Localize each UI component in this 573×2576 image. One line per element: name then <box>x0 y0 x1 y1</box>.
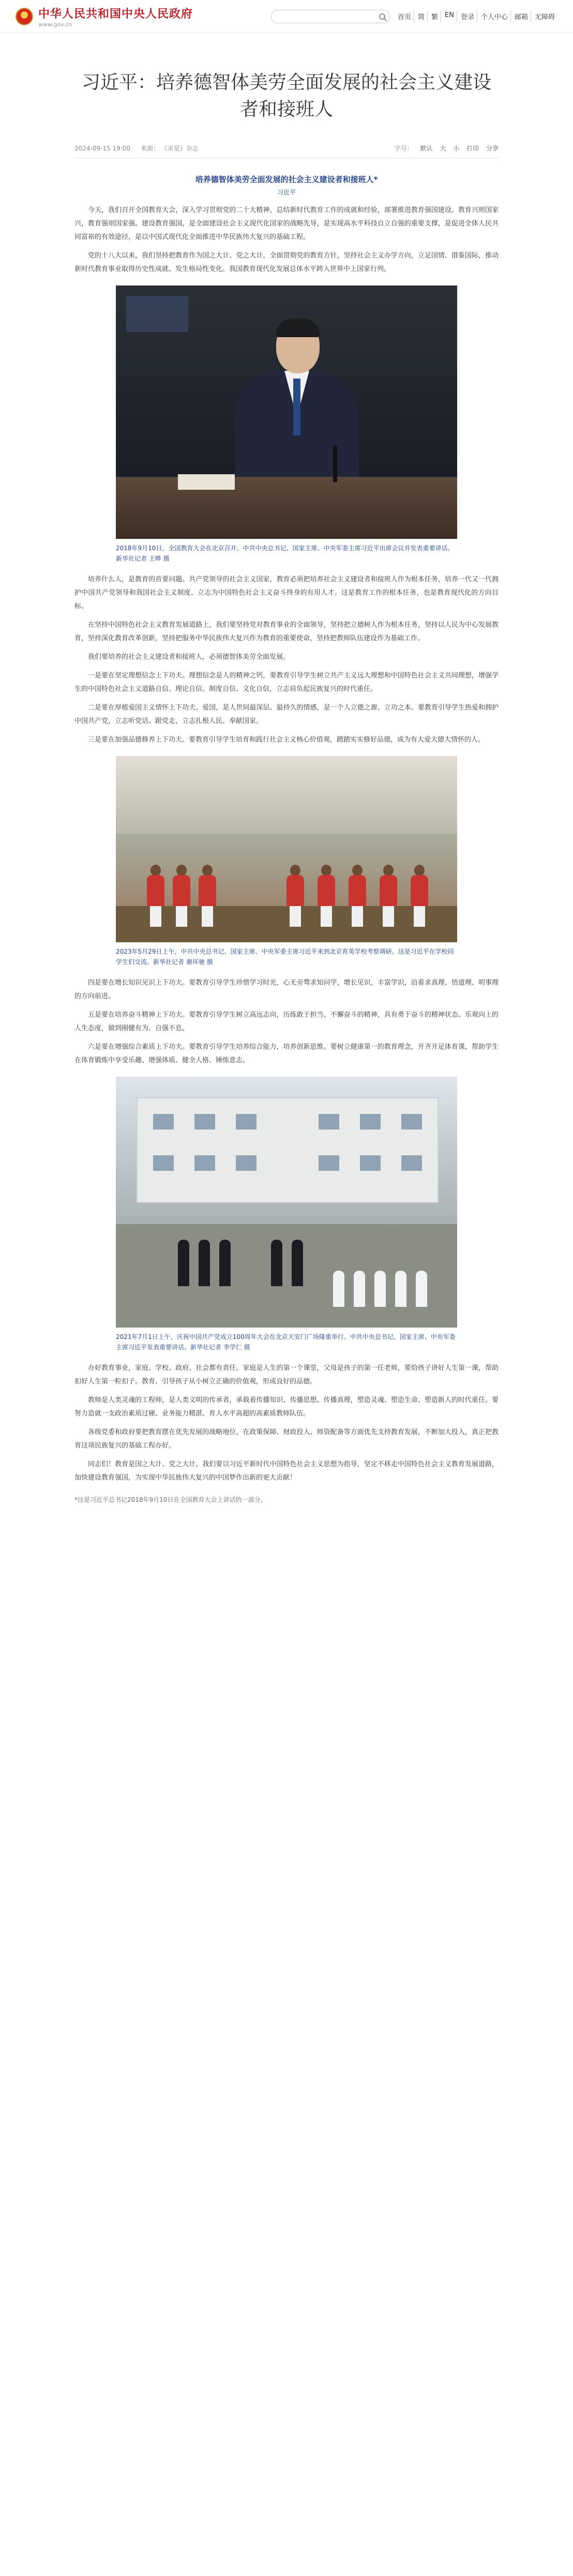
speech-photo <box>116 285 457 539</box>
paragraph: 今天，我们召开全国教育大会，深入学习贯彻党的二十大精神，总结新时代教育工作的成就和经验，部署推进教育强国建设。教育兴则国家兴，教育强则国家强。建设教育强国，是全面建设社会主义现代化国家的战略先导，是实现高水平科技自立自强的重要支撑，是促进全体人民共同富裕的有效途径，是以中国式现代化全面推进中华民族伟大复兴的基础工程。 <box>74 206 499 241</box>
search-icon[interactable] <box>379 13 385 20</box>
figure-3-caption: 2021年7月1日上午，庆祝中国共产党成立100周年大会在北京天安门广场隆重举行。中共中央总书记、国家主席、中央军委主席习近平发表重要讲话。新华社记者 李学仁 摄 <box>116 1333 456 1351</box>
nav-traditional[interactable]: 繁 <box>429 10 441 22</box>
figure-1-caption: 2018年9月10日，全国教育大会在北京召开。中共中央总书记、国家主席、中央军委主席习近平出席会议并发表重要讲话。新华社记者 王晔 摄 <box>116 545 454 562</box>
paragraph: 五是要在培养奋斗精神上下功夫。要教育引导学生树立高远志向，历练敢于担当、不懈奋斗的精神，具有勇于奋斗的精神状态、乐观向上的人生态度，做到刚健有为、自强不息。 <box>74 1011 499 1032</box>
school-visit-photo <box>116 756 457 942</box>
search-input[interactable] <box>276 12 379 21</box>
font-small-button[interactable]: 小 <box>453 145 460 152</box>
nav-accessibility[interactable]: 无障碍 <box>534 13 555 21</box>
paragraph: 二是要在厚植爱国主义情怀上下功夫。爱国，是人世间最深层、最持久的情感，是一个人立德之源、立功之本。要教育引导学生热爱和拥护中国共产党，立志听党话、跟党走，立志扎根人民、奉献国家。 <box>74 704 499 725</box>
paragraph: 教师是人类灵魂的工程师，是人类文明的传承者，承载着传播知识、传播思想、传播真理，塑造灵魂、塑造生命、塑造新人的时代重任。要努力造就一支政治素质过硬、业务能力精湛、育人水平高超的高素质教师队伍。 <box>74 1396 499 1418</box>
paragraph: 三是要在加强品德修养上下功夫。要教育引导学生培育和践行社会主义核心价值观，踏踏实实修好品德，成为有大爱大德大情怀的人。 <box>88 736 485 744</box>
header-nav <box>395 10 557 22</box>
article-source: 来源： 《求是》杂志 <box>140 145 199 152</box>
paragraph: 四是要在增长知识见识上下功夫。要教育引导学生珍惜学习时光，心无旁骛求知问学，增长见识，丰富学识，沿着求真理、悟道理、明事理的方向前进。 <box>74 979 499 1000</box>
paragraph: 我们要培养的社会主义建设者和接班人，必须德智体美劳全面发展。 <box>88 653 290 661</box>
figure-3 <box>74 1077 499 1328</box>
nav-login[interactable]: 登录 <box>458 10 477 22</box>
site-logo[interactable] <box>16 5 193 28</box>
article-subtitle: 培养德智体美劳全面发展的社会主义建设者和接班人* <box>195 175 378 184</box>
print-button[interactable]: 打印 <box>466 145 479 152</box>
figure-2 <box>74 756 499 942</box>
figure-1 <box>74 285 499 539</box>
article-author: 习近平 <box>277 189 296 196</box>
nav-personal-center[interactable]: 个人中心 <box>478 10 511 22</box>
font-default-button[interactable]: 默认 <box>420 145 433 152</box>
share-button[interactable]: 分享 <box>486 145 499 152</box>
paragraph: 办好教育事业，家庭、学校、政府、社会都有责任。家庭是人生的第一个课堂，父母是孩子的第一任老师，要给孩子讲好人生第一课，帮助扣好人生第一粒扣子。教育、引导孩子从小树立正确的价值观，形成良好的品德。 <box>74 1364 499 1385</box>
paragraph: 培养什么人，是教育的首要问题。共产党领导的社会主义国家，教育必须把培养社会主义建设者和接班人作为根本任务，培养一代又一代拥护中国共产党领导和我国社会主义制度、立志为中国特色社会主义奋斗终身的有用人才。这是教育工作的根本任务，也是教育现代化的方向目标。 <box>74 576 499 610</box>
site-header <box>0 0 573 33</box>
search-box[interactable] <box>271 10 390 23</box>
paragraph: 在坚持中国特色社会主义教育发展道路上，我们要坚持党对教育事业的全面领导，坚持把立德树人作为根本任务，坚持以人民为中心发展教育，坚持深化教育改革创新，坚持把服务中华民族伟大复兴作为教育的重要使命，坚持把教师队伍建设作为基础工作。 <box>74 621 499 642</box>
paragraph: 各级党委和政府要把教育摆在优先发展的战略地位，在政策保障、财政投入、师资配备等方面优先支持教育发展，不断加大投入，真正把教育这项民族复兴的基础工程办好。 <box>74 1428 499 1450</box>
article-body <box>74 174 499 1507</box>
paragraph: 党的十八大以来，我们坚持把教育作为国之大计、党之大计，全面贯彻党的教育方针，坚持社会主义办学方向，立足国情、借鉴国际，推动新时代教育事业取得历史性成就、发生格局性变化。我国教育现代化发展总体水平跨入世界中上国家行列。 <box>74 252 499 273</box>
nav-mail[interactable]: 邮箱 <box>512 10 531 22</box>
paragraph: 六是要在增强综合素质上下功夫。要教育引导学生培养综合能力，培养创新思维。要树立健康第一的教育理念，开齐开足体育课，帮助学生在体育锻炼中享受乐趣、增强体质、健全人格、锤炼意志。 <box>74 1043 499 1064</box>
site-url: www.gov.cn <box>38 21 72 28</box>
nav-home[interactable]: 首页 <box>395 10 414 22</box>
nav-simplified[interactable]: 简 <box>415 10 428 22</box>
campus-photo <box>116 1077 457 1328</box>
national-emblem-icon <box>16 8 33 25</box>
nav-english[interactable]: EN <box>442 10 457 22</box>
article-title: 习近平：培养德智体美劳全面发展的社会主义建设者和接班人 <box>81 72 491 120</box>
paragraph: 一是要在坚定理想信念上下功夫。理想信念是人的精神之钙，要教育引导学生树立共产主义远大理想和中国特色社会主义共同理想，增强学生的中国特色社会主义道路自信、理论自信、制度自信、文化自信，立志肩负起民族复兴的时代重任。 <box>74 672 499 693</box>
article-endnote: *这是习近平总书记2018年9月10日在全国教育大会上讲话的一部分。 <box>74 1496 267 1503</box>
figure-2-caption: 2023年5月29日上午，中共中央总书记、国家主席、中央军委主席习近平来到北京育英学校考察调研。这是习近平在学校同学生们交流。新华社记者 谢环驰 摄 <box>116 948 454 966</box>
site-title: 中华人民共和国中央人民政府 <box>38 7 193 21</box>
publish-date: 2024-09-15 19:00 <box>74 145 131 152</box>
font-size-label: 字号： <box>394 145 413 152</box>
font-large-button[interactable]: 大 <box>440 145 446 152</box>
article-meta <box>74 144 499 158</box>
paragraph: 同志们！教育是国之大计、党之大计。我们要以习近平新时代中国特色社会主义思想为指导，坚定不移走中国特色社会主义教育发展道路，加快建设教育强国，为实现中华民族伟大复兴的中国梦作出新的更大贡献！ <box>74 1460 499 1482</box>
